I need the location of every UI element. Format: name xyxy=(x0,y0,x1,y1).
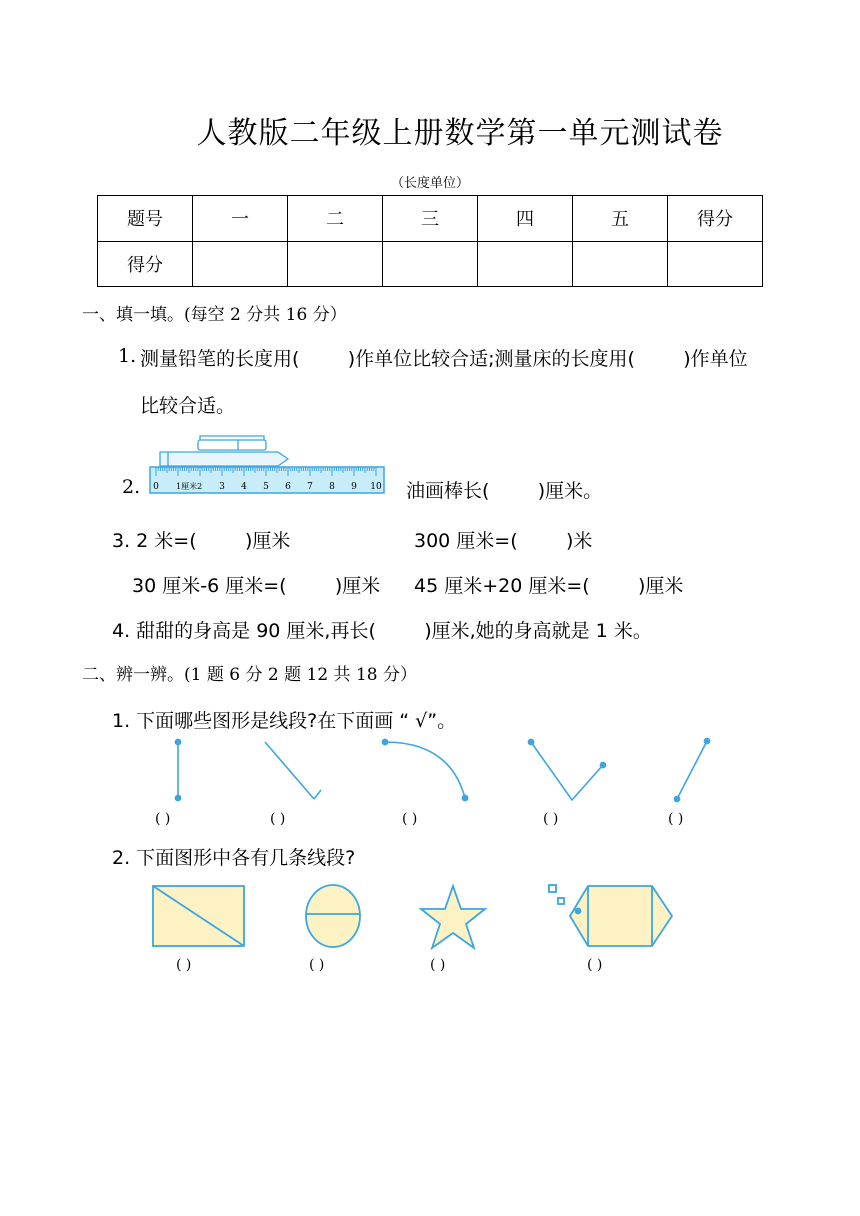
ruler-label: 6 xyxy=(285,482,291,492)
header-cell: 五 xyxy=(573,196,668,242)
score-table xyxy=(97,195,763,287)
q3-c: 30 厘米-6 厘米=( )厘米 xyxy=(132,575,381,597)
fish-shape xyxy=(549,885,672,946)
score-cell[interactable] xyxy=(478,241,573,287)
ruler-label: 7 xyxy=(307,482,313,492)
crayon-icon xyxy=(160,436,288,466)
score-cell[interactable] xyxy=(383,241,478,287)
page-title: 人教版二年级上册数学第一单元测试卷 xyxy=(196,116,724,151)
header-cell: 得分 xyxy=(668,196,763,242)
s2-q1: 1. 下面哪些图形是线段?在下面画 “ √”。 xyxy=(112,710,457,732)
ruler-illustration xyxy=(148,432,388,498)
q1-line1: 测量铅笔的长度用( )作单位比较合适;测量床的长度用( )作单位 xyxy=(140,348,748,370)
header-cell: 三 xyxy=(383,196,478,242)
q2-number: 2. xyxy=(122,476,141,498)
star-shape xyxy=(421,886,485,948)
answer-blank[interactable]: ( ) xyxy=(402,811,418,827)
score-cell[interactable] xyxy=(668,241,763,287)
score-table-header-row xyxy=(98,196,763,242)
answer-blank[interactable]: ( ) xyxy=(587,957,603,973)
answer-blank[interactable]: ( ) xyxy=(309,957,325,973)
ruler-label: 9 xyxy=(351,482,357,492)
ruler-label: 5 xyxy=(263,482,269,492)
answer-blank[interactable]: ( ) xyxy=(176,957,192,973)
arc-shape xyxy=(382,739,467,800)
ruler-label: 10 xyxy=(370,482,382,492)
header-cell: 一 xyxy=(193,196,288,242)
score-cell[interactable] xyxy=(193,241,288,287)
answer-blank[interactable]: ( ) xyxy=(430,957,446,973)
score-cell[interactable] xyxy=(288,241,383,287)
score-cell[interactable] xyxy=(573,241,668,287)
page-subtitle: （长度单位） xyxy=(390,176,469,191)
answer-blank[interactable]: ( ) xyxy=(668,811,684,827)
vertical-segment-shape xyxy=(175,739,180,800)
ruler-label: 4 xyxy=(241,482,247,492)
v-angle-shape xyxy=(528,739,605,800)
q1-line2: 比较合适。 xyxy=(140,395,236,417)
q1-number: 1. xyxy=(118,345,137,367)
slanted-segment-shape xyxy=(674,738,709,801)
s2-q2: 2. 下面图形中各有几条线段? xyxy=(112,847,356,869)
q3-d: 45 厘米+20 厘米=( )厘米 xyxy=(414,575,684,597)
diagonal-line-shape xyxy=(265,742,321,799)
circle-with-line-shape xyxy=(306,885,360,947)
ruler-label: 1厘米2 xyxy=(176,482,203,491)
section1-heading: 一、填一填。(每空 2 分共 16 分） xyxy=(82,305,347,325)
count-shapes xyxy=(0,878,860,958)
ruler-icon xyxy=(150,467,384,493)
answer-blank[interactable]: ( ) xyxy=(270,811,286,827)
rectangle-with-diagonal-shape xyxy=(153,886,244,946)
header-cell: 题号 xyxy=(98,196,193,242)
header-cell: 二 xyxy=(288,196,383,242)
q3-b: 300 厘米=( )米 xyxy=(414,530,593,552)
header-cell: 四 xyxy=(478,196,573,242)
score-table-score-row xyxy=(98,241,763,287)
ruler-label: 0 xyxy=(153,482,159,492)
ruler-label: 3 xyxy=(219,482,225,492)
ruler-label: 8 xyxy=(329,482,335,492)
section2-heading: 二、辨一辨。(1 题 6 分 2 题 12 共 18 分） xyxy=(82,665,417,685)
q2-text: 油画棒长( )厘米。 xyxy=(406,480,603,502)
segment-shapes xyxy=(0,730,860,810)
answer-blank[interactable]: ( ) xyxy=(155,811,171,827)
q3-a: 3. 2 米=( )厘米 xyxy=(112,530,291,552)
row-label: 得分 xyxy=(98,241,193,287)
answer-blank[interactable]: ( ) xyxy=(543,811,559,827)
q4: 4. 甜甜的身高是 90 厘米,再长( )厘米,她的身高就是 1 米。 xyxy=(112,620,652,642)
